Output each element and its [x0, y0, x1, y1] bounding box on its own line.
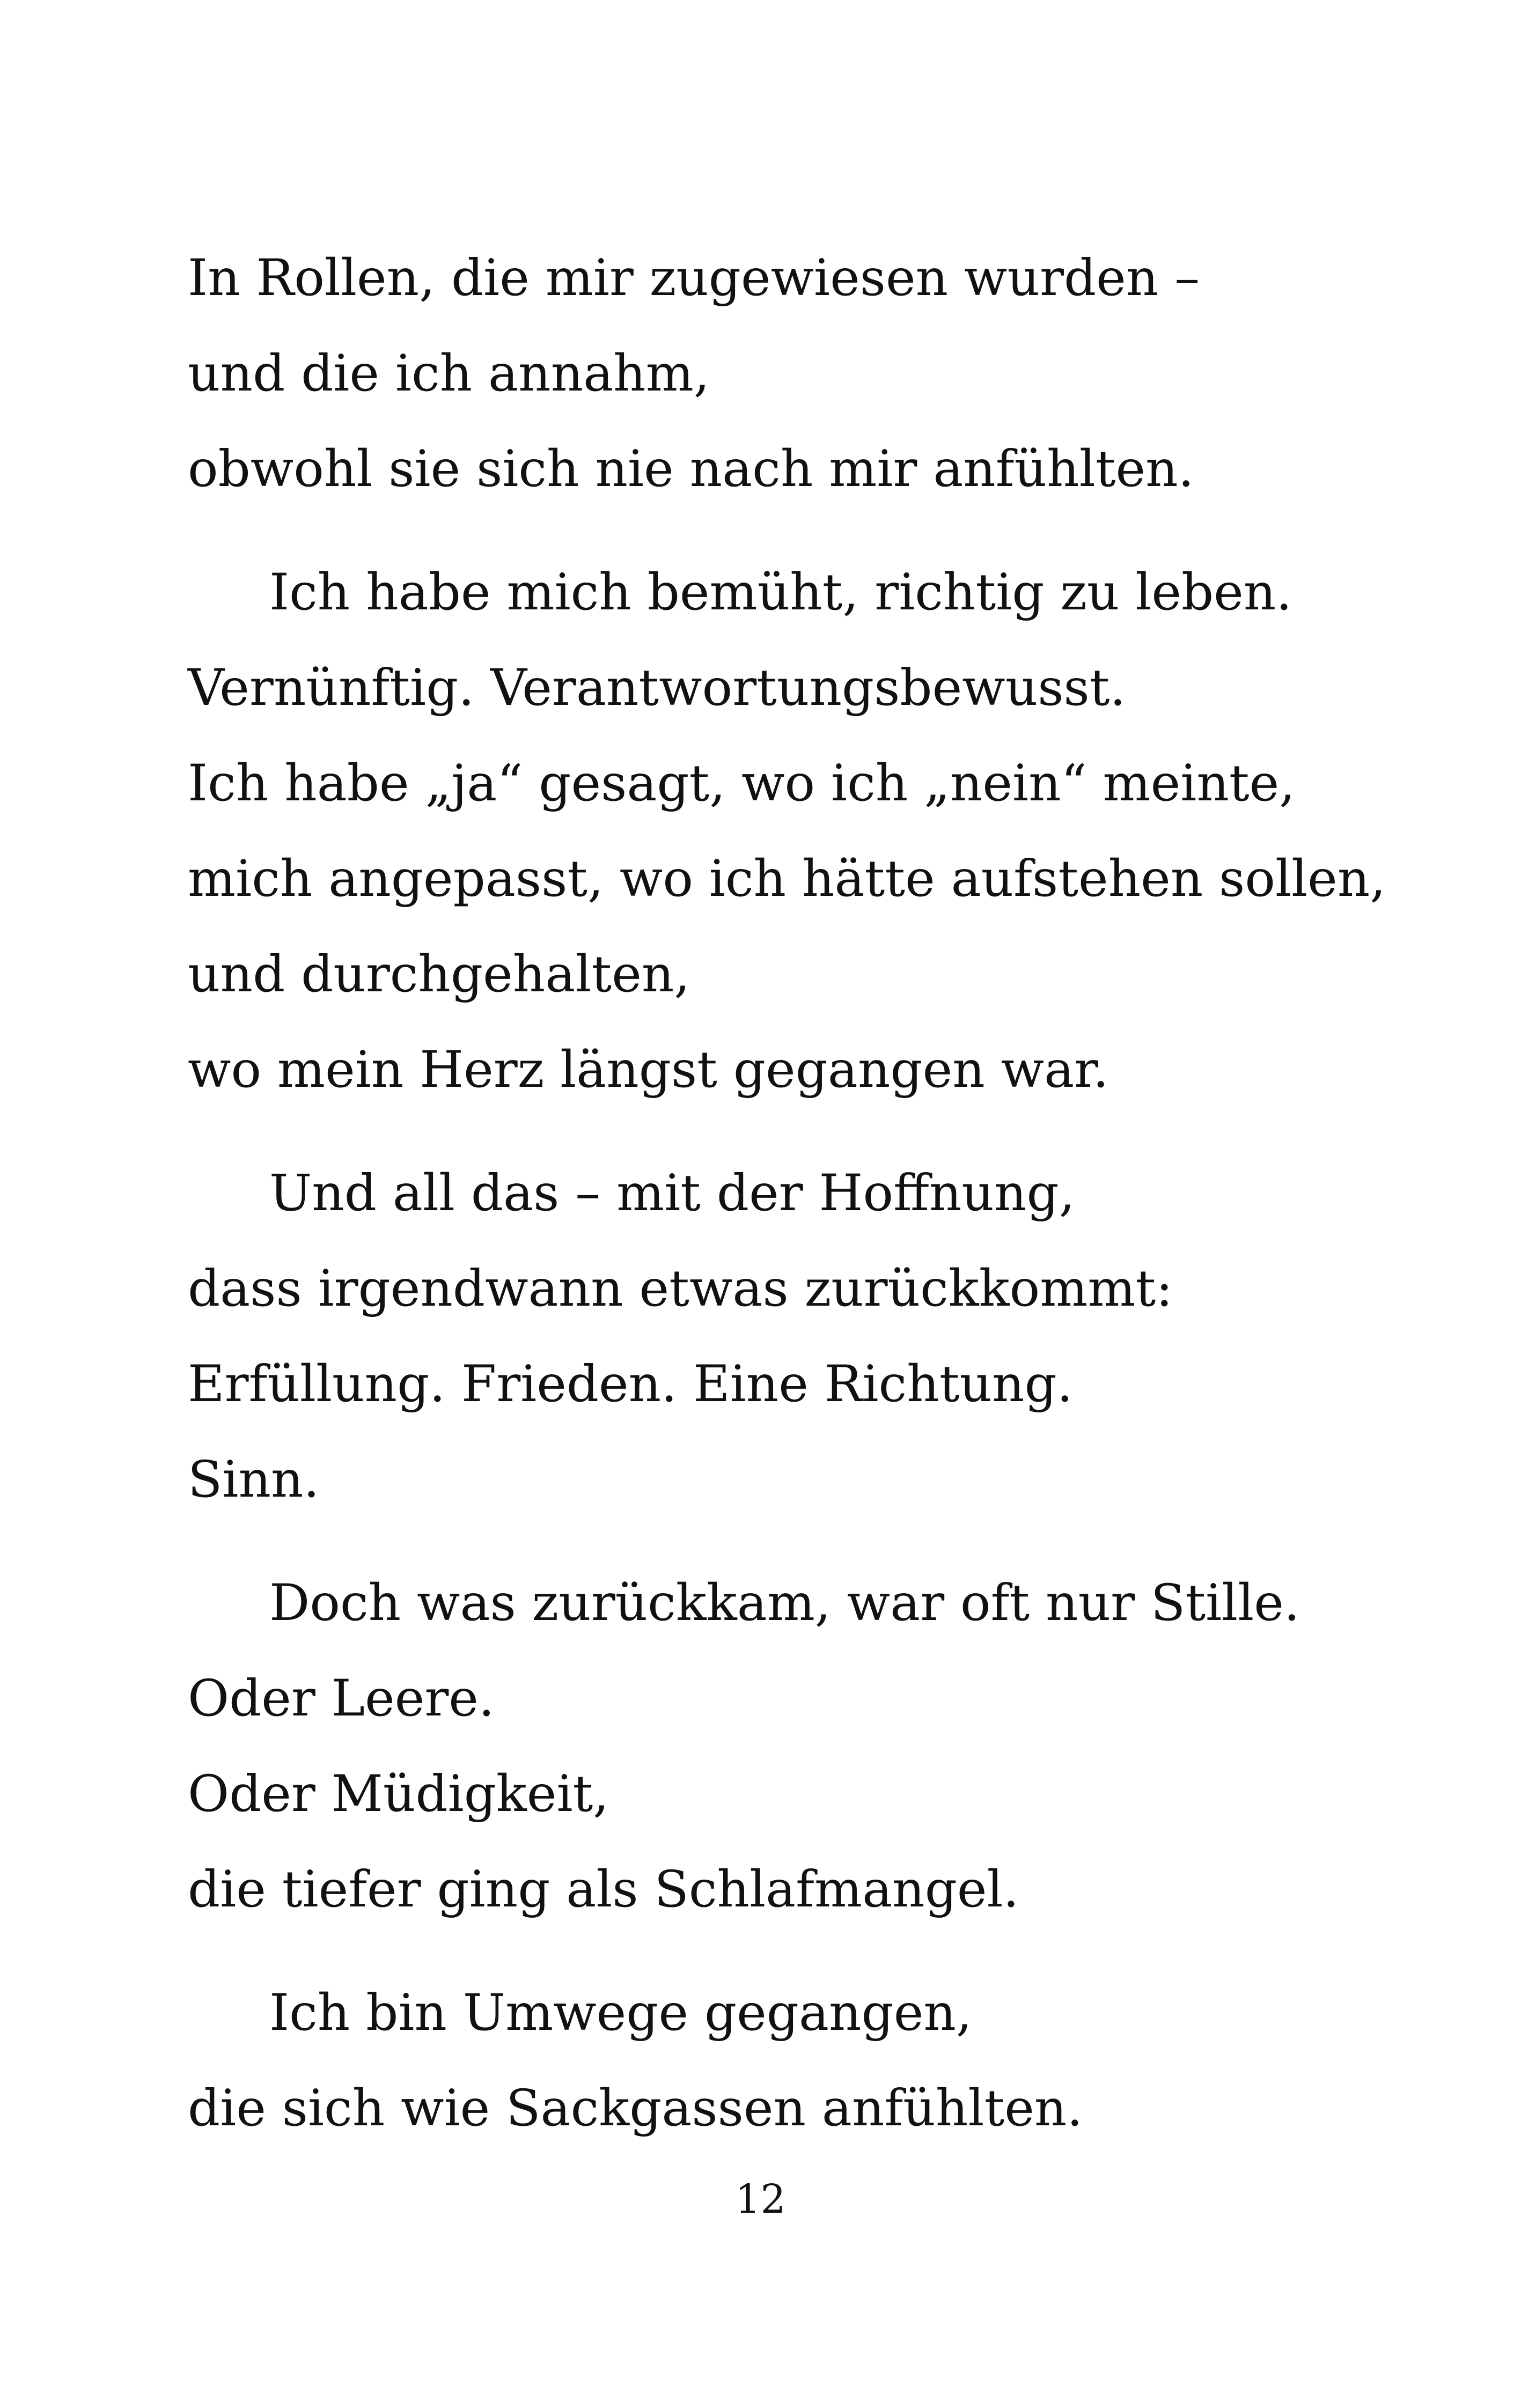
- poem-line: und durchgehalten,: [188, 945, 690, 1004]
- stanza-4: [188, 1556, 1395, 1938]
- poem-line: Ich habe „ja“ gesagt, wo ich „nein“ meinte,: [188, 754, 1296, 813]
- poem-line: Und all das – mit der Hoffnung,: [269, 1164, 1075, 1223]
- poem-line: die sich wie Sackgassen anfühlten.: [188, 2079, 1083, 2138]
- poem-line: obwohl sie sich nie nach mir anfühlten.: [188, 440, 1194, 498]
- stanza-3: [188, 1146, 1395, 1528]
- poem-line: Sinn.: [188, 1450, 320, 1509]
- poem-line: mich angepasst, wo ich hätte aufstehen sollen,: [188, 850, 1386, 908]
- poem-line: Ich habe mich bemüht, richtig zu leben.: [269, 563, 1292, 622]
- poem-body: [188, 231, 1395, 2156]
- poem-line: wo mein Herz längst gegangen war.: [188, 1041, 1109, 1099]
- page-number: 12: [735, 2176, 786, 2222]
- poem-line: Oder Leere.: [188, 1669, 495, 1728]
- poem-line: In Rollen, die mir zugewiesen wurden –: [188, 249, 1200, 307]
- stanza-1: [188, 231, 1395, 517]
- stanza-5: [188, 1965, 1395, 2156]
- poem-line: die tiefer ging als Schlafmangel.: [188, 1860, 1019, 1919]
- poem-line: Ich bin Umwege gegangen,: [269, 1984, 972, 2042]
- poem-line: Vernünftig. Verantwortungsbewusst.: [188, 659, 1126, 717]
- stanza-2: [188, 545, 1395, 1118]
- poem-line: Oder Müdigkeit,: [188, 1765, 609, 1823]
- poem-line: Doch was zurückkam, war oft nur Stille.: [269, 1574, 1300, 1632]
- poem-line: Erfüllung. Frieden. Eine Richtung.: [188, 1355, 1073, 1413]
- poem-line: und die ich annahm,: [188, 344, 710, 403]
- poem-line: dass irgendwann etwas zurückkommt:: [188, 1260, 1173, 1318]
